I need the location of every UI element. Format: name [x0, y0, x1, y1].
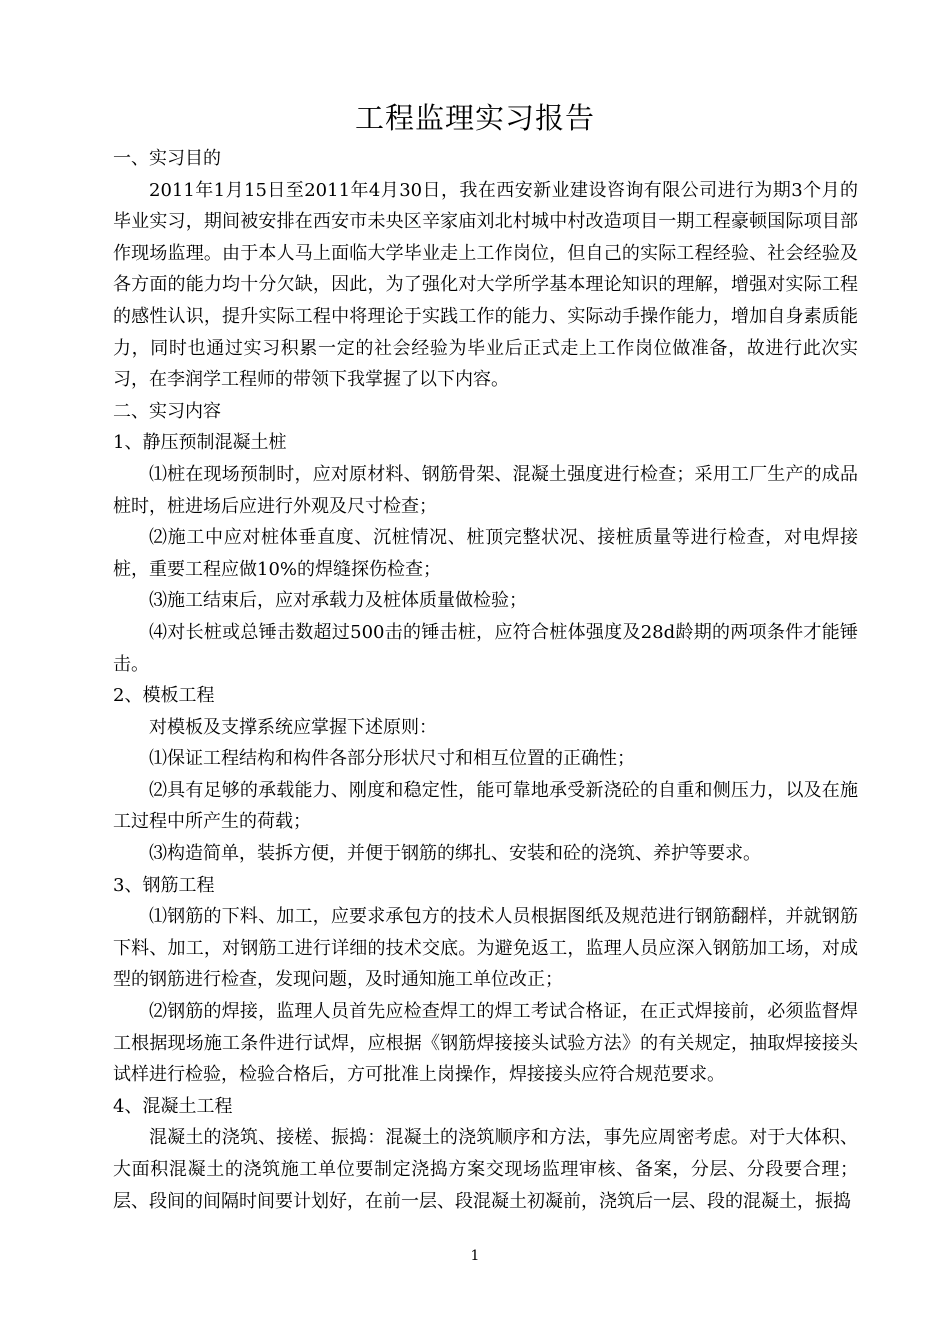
subsection-heading-concrete: 4、混凝土工程	[113, 1095, 233, 1117]
section-heading-purpose: 一、实习目的	[113, 148, 221, 169]
paragraph-pile-2: ⑵施工中应对桩体垂直度、沉桩情况、桩顶完整状况、接桩质量等进行检查，对电焊接桩，重要工程应做10%的焊缝探伤检查；	[113, 527, 858, 580]
paragraph-rebar-2: ⑵钢筋的焊接，监理人员首先应检查焊工的焊工考试合格证，在正式焊接前，必须监督焊工根据现场施工条件进行试焊，应根据《钢筋焊接接头试验方法》的有关规定，抽取焊接接头试样进行检验，检验合格后，方可批准上岗操作，焊接接头应符合规范要求。	[113, 1001, 858, 1086]
document-title: 工程监理实习报告	[354, 101, 595, 135]
page-number: 1	[470, 1248, 480, 1264]
paragraph-formwork-2: ⑵具有足够的承载能力、刚度和稳定性，能可靠地承受新浇砼的自重和侧压力，以及在施工过程中所产生的荷载；	[113, 779, 858, 833]
paragraph-formwork-3: ⑶构造简单，装拆方便，并便于钢筋的绑扎、安装和砼的浇筑、养护等要求。	[149, 843, 761, 865]
paragraph-concrete-1: 混凝土的浇筑、接槎、振捣：混凝土的浇筑顺序和方法，事先应周密考虑。对于大体积、大面积混凝土的浇筑施工单位要制定浇捣方案交现场监理审核、备案，分层、分段要合理；层、段间的间隔时间要计划好，在前一层、段混凝土初凝前，浇筑后一层、段的混凝土，振捣	[113, 1127, 858, 1212]
document-body	[113, 143, 858, 1217]
subsection-heading-pile: 1、静压预制混凝土桩	[113, 432, 287, 454]
paragraph-purpose: 2011年1月15日至2011年4月30日，我在西安新业建设咨询有限公司进行为期3个月的毕业实习，期间被安排在西安市未央区辛家庙刘北村城中村改造项目一期工程豪顿国际项目部作现场监理。由于本人马上面临大学毕业走上工作岗位，但自己的实际工程经验、社会经验及各方面的能力均十分欠缺，因此，为了强化对大学所学基本理论知识的理解，增强对实际工程的感性认识，提升实际工程中将理论于实践工作的能力、实际动手操作能力，增加自身素质能力，同时也通过实习积累一定的社会经验为毕业后正式走上工作岗位做准备，故进行此次实习，在李润学工程师的带领下我掌握了以下内容。	[113, 179, 858, 391]
paragraph-pile-3: ⑶施工结束后，应对承载力及桩体质量做检验；	[149, 590, 527, 612]
paragraph-formwork-intro: 对模板及支撑系统应掌握下述原则：	[149, 716, 437, 738]
paragraph-pile-4: ⑷对长桩或总锤击数超过500击的锤击桩，应符合桩体强度及28d龄期的两项条件才能锤击。	[113, 621, 858, 675]
paragraph-rebar-1: ⑴钢筋的下料、加工，应要求承包方的技术人员根据图纸及规范进行钢筋翻样，并就钢筋下料、加工，对钢筋工进行详细的技术交底。为避免返工，监理人员应深入钢筋加工场，对成型的钢筋进行检查，发现问题，及时通知施工单位改正；	[113, 906, 858, 991]
paragraph-formwork-1: ⑴保证工程结构和构件各部分形状尺寸和相互位置的正确性；	[149, 748, 635, 770]
subsection-heading-rebar: 3、钢筋工程	[113, 874, 215, 896]
subsection-heading-formwork: 2、模板工程	[113, 685, 215, 707]
paragraph-pile-1: ⑴桩在现场预制时，应对原材料、钢筋骨架、混凝土强度进行检查；采用工厂生产的成品桩时，桩进场后应进行外观及尺寸检查；	[113, 463, 858, 517]
section-heading-content: 二、实习内容	[113, 400, 221, 422]
